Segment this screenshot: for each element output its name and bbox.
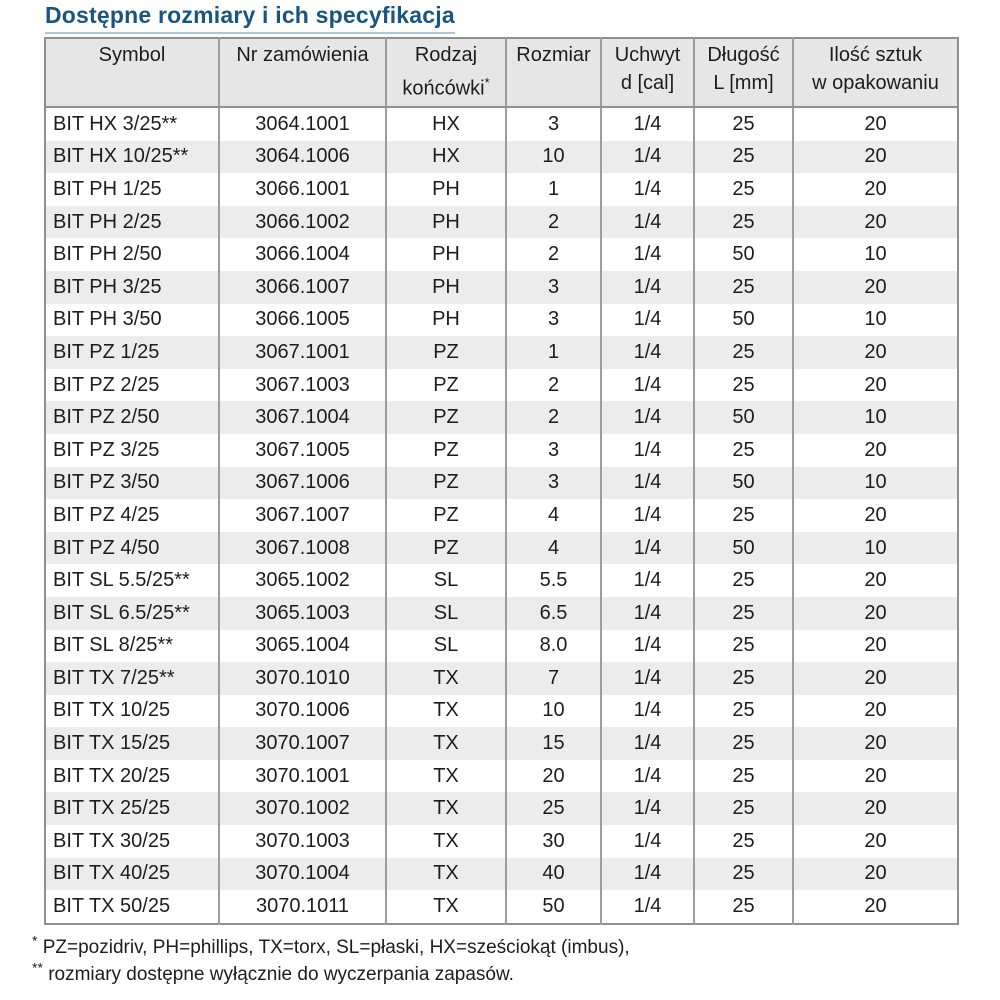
length-cell: 25 xyxy=(694,141,793,174)
size-cell: 15 xyxy=(506,727,601,760)
quantity-cell: 20 xyxy=(793,695,958,728)
symbol-cell: BIT PZ 2/50 xyxy=(53,406,160,429)
table-row xyxy=(45,727,958,760)
order-number-cell: 3070.1003 xyxy=(219,825,386,858)
quantity-cell: 20 xyxy=(793,792,958,825)
quantity-cell: 20 xyxy=(793,271,958,304)
quantity-cell: 20 xyxy=(793,597,958,630)
tip-type-cell: TX xyxy=(386,825,506,858)
drive-size-cell: 1/4 xyxy=(601,467,694,500)
symbol-cell: BIT SL 8/25** xyxy=(53,634,174,657)
table-row xyxy=(45,532,958,565)
size-cell: 4 xyxy=(506,499,601,532)
order-number-cell: 3064.1001 xyxy=(219,107,386,141)
size-cell: 50 xyxy=(506,890,601,924)
tip-type-cell: PZ xyxy=(386,434,506,467)
order-number-cell: 3066.1007 xyxy=(219,271,386,304)
drive-size-cell: 1/4 xyxy=(601,141,694,174)
tip-type-cell: SL xyxy=(386,597,506,630)
table-row xyxy=(45,271,958,304)
col-header-drive-size: Uchwyt d [cal] xyxy=(601,38,694,107)
order-number-cell: 3070.1004 xyxy=(219,858,386,891)
quantity-cell: 20 xyxy=(793,434,958,467)
symbol-cell: BIT TX 25/25 xyxy=(53,797,171,820)
drive-size-cell: 1/4 xyxy=(601,630,694,663)
symbol-cell: BIT PZ 4/25 xyxy=(53,503,160,526)
size-cell: 6.5 xyxy=(506,597,601,630)
order-number-cell: 3066.1005 xyxy=(219,304,386,337)
order-number-cell: 3070.1002 xyxy=(219,792,386,825)
footnote-marker: ** xyxy=(32,959,43,976)
size-cell: 25 xyxy=(506,792,601,825)
size-cell: 3 xyxy=(506,107,601,141)
length-cell: 25 xyxy=(694,695,793,728)
quantity-cell: 10 xyxy=(793,401,958,434)
symbol-cell: BIT TX 10/25 xyxy=(53,699,171,722)
drive-size-cell: 1/4 xyxy=(601,173,694,206)
size-cell: 40 xyxy=(506,858,601,891)
table-header xyxy=(45,38,958,107)
order-number-cell: 3067.1007 xyxy=(219,499,386,532)
tip-type-cell: PZ xyxy=(386,369,506,402)
order-number-cell: 3064.1006 xyxy=(219,141,386,174)
order-number-cell: 3067.1003 xyxy=(219,369,386,402)
drive-size-cell: 1/4 xyxy=(601,564,694,597)
table-row xyxy=(45,662,958,695)
symbol-cell: BIT TX 7/25** xyxy=(53,666,175,689)
length-cell: 25 xyxy=(694,336,793,369)
table-row xyxy=(45,564,958,597)
length-cell: 25 xyxy=(694,499,793,532)
size-cell: 30 xyxy=(506,825,601,858)
size-cell: 3 xyxy=(506,434,601,467)
tip-type-cell: TX xyxy=(386,695,506,728)
drive-size-cell: 1/4 xyxy=(601,336,694,369)
symbol-cell: BIT HX 10/25** xyxy=(53,145,189,168)
drive-size-cell: 1/4 xyxy=(601,760,694,793)
size-cell: 2 xyxy=(506,238,601,271)
length-cell: 50 xyxy=(694,467,793,500)
footnote-marker: * xyxy=(32,932,38,949)
table-row xyxy=(45,825,958,858)
symbol-cell: BIT PH 2/50 xyxy=(53,243,162,266)
col-header-order-number: Nr zamówienia xyxy=(219,38,386,107)
size-cell: 7 xyxy=(506,662,601,695)
size-cell: 1 xyxy=(506,173,601,206)
symbol-cell: BIT PZ 2/25 xyxy=(53,373,160,396)
symbol-cell: BIT SL 6.5/25** xyxy=(53,601,190,624)
tip-type-cell: TX xyxy=(386,662,506,695)
table-row xyxy=(45,304,958,337)
order-number-cell: 3070.1011 xyxy=(219,890,386,924)
order-number-cell: 3067.1008 xyxy=(219,532,386,565)
tip-type-cell: TX xyxy=(386,890,506,924)
tip-type-cell: PZ xyxy=(386,467,506,500)
drive-size-cell: 1/4 xyxy=(601,401,694,434)
footnote-text: rozmiary dostępne wyłącznie do wyczerpania zapasów. xyxy=(48,963,514,985)
order-number-cell: 3066.1001 xyxy=(219,173,386,206)
size-cell: 2 xyxy=(506,206,601,239)
length-cell: 25 xyxy=(694,662,793,695)
table-header-row xyxy=(45,38,958,107)
symbol-cell: BIT TX 40/25 xyxy=(53,862,171,885)
drive-size-cell: 1/4 xyxy=(601,271,694,304)
drive-size-cell: 1/4 xyxy=(601,499,694,532)
quantity-cell: 20 xyxy=(793,141,958,174)
drive-size-cell: 1/4 xyxy=(601,695,694,728)
drive-size-cell: 1/4 xyxy=(601,532,694,565)
tip-type-cell: PH xyxy=(386,304,506,337)
order-number-cell: 3070.1006 xyxy=(219,695,386,728)
length-cell: 50 xyxy=(694,238,793,271)
drive-size-cell: 1/4 xyxy=(601,238,694,271)
symbol-cell: BIT PZ 1/25 xyxy=(53,340,160,363)
drive-size-cell: 1/4 xyxy=(601,206,694,239)
length-cell: 50 xyxy=(694,304,793,337)
drive-size-cell: 1/4 xyxy=(601,107,694,141)
order-number-cell: 3065.1003 xyxy=(219,597,386,630)
table-row xyxy=(45,890,958,924)
table-row xyxy=(45,467,958,500)
quantity-cell: 20 xyxy=(793,858,958,891)
table-row xyxy=(45,858,958,891)
col-header-tip-type: Rodzaj końcówki* xyxy=(386,38,506,107)
length-cell: 25 xyxy=(694,858,793,891)
tip-type-cell: TX xyxy=(386,792,506,825)
tip-type-cell: TX xyxy=(386,760,506,793)
symbol-cell: BIT PH 3/50 xyxy=(53,308,162,331)
col-header-symbol: Symbol xyxy=(45,38,219,107)
tip-type-cell: PZ xyxy=(386,336,506,369)
length-cell: 25 xyxy=(694,206,793,239)
size-cell: 2 xyxy=(506,401,601,434)
size-cell: 3 xyxy=(506,304,601,337)
order-number-cell: 3070.1010 xyxy=(219,662,386,695)
length-cell: 25 xyxy=(694,369,793,402)
size-cell: 1 xyxy=(506,336,601,369)
length-cell: 25 xyxy=(694,173,793,206)
footnote-marker-ref: * xyxy=(484,75,490,90)
symbol-cell: BIT TX 15/25 xyxy=(53,732,171,755)
quantity-cell: 20 xyxy=(793,825,958,858)
size-cell: 2 xyxy=(506,369,601,402)
order-number-cell: 3070.1007 xyxy=(219,727,386,760)
size-cell: 3 xyxy=(506,271,601,304)
tip-type-cell: HX xyxy=(386,107,506,141)
drive-size-cell: 1/4 xyxy=(601,304,694,337)
order-number-cell: 3066.1004 xyxy=(219,238,386,271)
drive-size-cell: 1/4 xyxy=(601,825,694,858)
tip-type-cell: TX xyxy=(386,858,506,891)
drive-size-cell: 1/4 xyxy=(601,369,694,402)
table-row xyxy=(45,792,958,825)
order-number-cell: 3067.1005 xyxy=(219,434,386,467)
length-cell: 25 xyxy=(694,890,793,924)
tip-type-cell: PH xyxy=(386,206,506,239)
order-number-cell: 3065.1004 xyxy=(219,630,386,663)
drive-size-cell: 1/4 xyxy=(601,434,694,467)
quantity-cell: 20 xyxy=(793,630,958,663)
tip-type-cell: TX xyxy=(386,727,506,760)
length-cell: 25 xyxy=(694,792,793,825)
length-cell: 25 xyxy=(694,107,793,141)
tip-type-cell: PH xyxy=(386,173,506,206)
size-cell: 4 xyxy=(506,532,601,565)
quantity-cell: 20 xyxy=(793,369,958,402)
length-cell: 25 xyxy=(694,825,793,858)
table-row xyxy=(45,238,958,271)
drive-size-cell: 1/4 xyxy=(601,662,694,695)
order-number-cell: 3067.1006 xyxy=(219,467,386,500)
footnote-text: PZ=pozidriv, PH=phillips, TX=torx, SL=płaski, HX=sześciokąt (imbus), xyxy=(42,936,630,958)
quantity-cell: 20 xyxy=(793,206,958,239)
table-body xyxy=(45,107,958,924)
quantity-cell: 10 xyxy=(793,532,958,565)
table-row xyxy=(45,401,958,434)
quantity-cell: 20 xyxy=(793,760,958,793)
length-cell: 25 xyxy=(694,727,793,760)
table-row xyxy=(45,695,958,728)
quantity-cell: 20 xyxy=(793,662,958,695)
table-row xyxy=(45,760,958,793)
order-number-cell: 3067.1004 xyxy=(219,401,386,434)
size-cell: 10 xyxy=(506,141,601,174)
col-header-quantity: Ilość sztuk w opakowaniu xyxy=(793,38,958,107)
table-row xyxy=(45,630,958,663)
table-row xyxy=(45,336,958,369)
drive-size-cell: 1/4 xyxy=(601,597,694,630)
symbol-cell: BIT PZ 4/50 xyxy=(53,536,160,559)
quantity-cell: 10 xyxy=(793,238,958,271)
quantity-cell: 20 xyxy=(793,727,958,760)
quantity-cell: 20 xyxy=(793,107,958,141)
size-cell: 8.0 xyxy=(506,630,601,663)
table-row xyxy=(45,107,958,141)
size-cell: 10 xyxy=(506,695,601,728)
footnote-line xyxy=(32,961,1000,988)
tip-type-cell: PH xyxy=(386,271,506,304)
tip-type-cell: PH xyxy=(386,238,506,271)
table-row xyxy=(45,173,958,206)
quantity-cell: 10 xyxy=(793,467,958,500)
symbol-cell: BIT TX 20/25 xyxy=(53,764,171,787)
quantity-cell: 20 xyxy=(793,336,958,369)
length-cell: 25 xyxy=(694,597,793,630)
length-cell: 50 xyxy=(694,532,793,565)
quantity-cell: 20 xyxy=(793,890,958,924)
symbol-cell: BIT HX 3/25** xyxy=(53,112,178,135)
length-cell: 25 xyxy=(694,271,793,304)
length-cell: 25 xyxy=(694,630,793,663)
footnote-line xyxy=(32,934,1000,961)
page-title: Dostępne rozmiary i ich specyfikacja xyxy=(45,2,455,34)
length-cell: 25 xyxy=(694,760,793,793)
quantity-cell: 20 xyxy=(793,499,958,532)
tip-type-cell: SL xyxy=(386,564,506,597)
table-row xyxy=(45,499,958,532)
table-row xyxy=(45,141,958,174)
size-cell: 5.5 xyxy=(506,564,601,597)
table-row xyxy=(45,434,958,467)
tip-type-cell: PZ xyxy=(386,532,506,565)
table-row xyxy=(45,597,958,630)
length-cell: 50 xyxy=(694,401,793,434)
quantity-cell: 10 xyxy=(793,304,958,337)
table-row xyxy=(45,206,958,239)
symbol-cell: BIT PZ 3/50 xyxy=(53,471,160,494)
tip-type-cell: SL xyxy=(386,630,506,663)
tip-type-cell: PZ xyxy=(386,401,506,434)
col-header-length: Długość L [mm] xyxy=(694,38,793,107)
tip-type-cell: HX xyxy=(386,141,506,174)
spec-table xyxy=(44,37,959,925)
symbol-cell: BIT PH 1/25 xyxy=(53,177,162,200)
symbol-cell: BIT SL 5.5/25** xyxy=(53,569,190,592)
quantity-cell: 20 xyxy=(793,173,958,206)
col-header-size: Rozmiar xyxy=(506,38,601,107)
symbol-cell: BIT TX 50/25 xyxy=(53,895,171,918)
table-row xyxy=(45,369,958,402)
tip-type-cell: PZ xyxy=(386,499,506,532)
drive-size-cell: 1/4 xyxy=(601,727,694,760)
symbol-cell: BIT PH 2/25 xyxy=(53,210,162,233)
size-cell: 3 xyxy=(506,467,601,500)
order-number-cell: 3070.1001 xyxy=(219,760,386,793)
length-cell: 25 xyxy=(694,434,793,467)
footnotes xyxy=(32,934,1000,988)
symbol-cell: BIT PZ 3/25 xyxy=(53,438,160,461)
symbol-cell: BIT PH 3/25 xyxy=(53,275,162,298)
order-number-cell: 3065.1002 xyxy=(219,564,386,597)
length-cell: 25 xyxy=(694,564,793,597)
drive-size-cell: 1/4 xyxy=(601,890,694,924)
drive-size-cell: 1/4 xyxy=(601,792,694,825)
drive-size-cell: 1/4 xyxy=(601,858,694,891)
order-number-cell: 3067.1001 xyxy=(219,336,386,369)
symbol-cell: BIT TX 30/25 xyxy=(53,829,171,852)
quantity-cell: 20 xyxy=(793,564,958,597)
size-cell: 20 xyxy=(506,760,601,793)
order-number-cell: 3066.1002 xyxy=(219,206,386,239)
